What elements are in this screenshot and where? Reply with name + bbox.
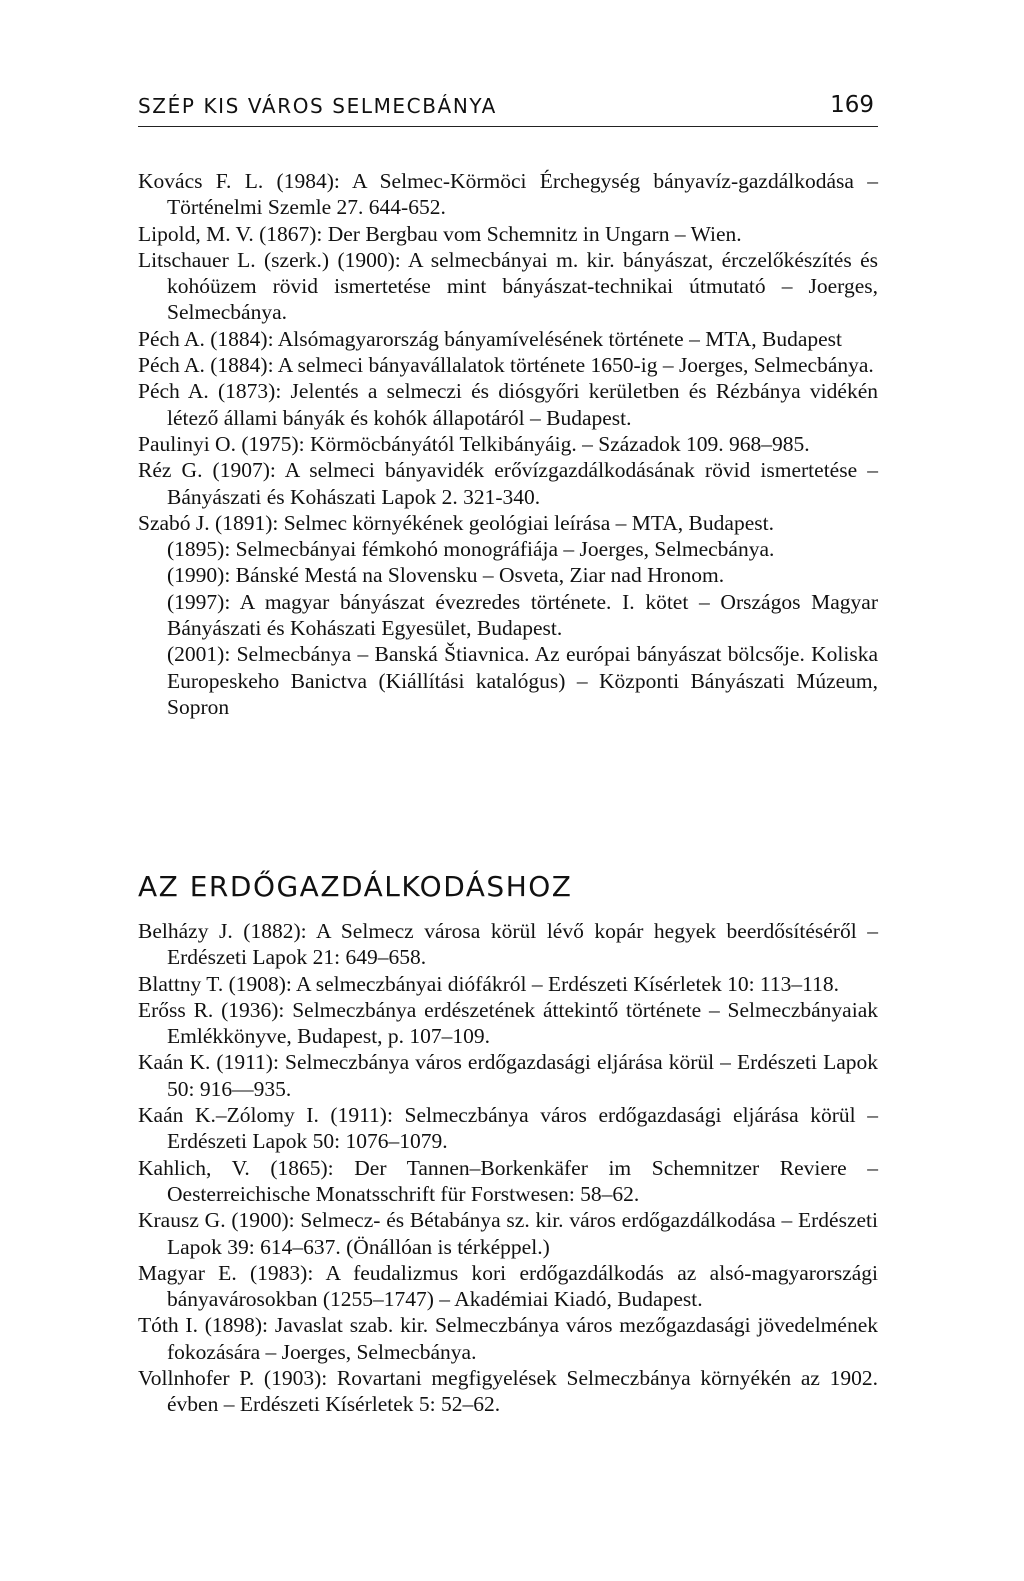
reference-entry: Szabó J. (1891): Selmec környékének geológiai leírása – MTA, Budapest.	[138, 510, 774, 535]
reference-entry: (1997): A magyar bányászat évezredes története. I. kötet – Országos Magyar Bányászati és Kohászati Egyesület, Budapest.	[167, 589, 878, 641]
reference-entry: (1990): Bánské Mestá na Slovensku – Osveta, Ziar nad Hronom.	[167, 563, 725, 588]
reference-entry: Kaán K. (1911): Selmeczbánya város erdőgazdasági eljárása körül – Erdészeti Lapok 50: 916—935.	[138, 1050, 878, 1101]
section-heading: AZ ERDŐGAZDÁLKODÁSHOZ	[138, 870, 573, 903]
reference-entry: Péch A. (1873): Jelentés a selmeczi és diósgyőri kerületben és Rézbánya vidékén létező állami bányák és kohók állapotáról – Budapest.	[138, 379, 878, 430]
running-head	[138, 92, 878, 128]
reference-entry: Krausz G. (1900): Selmecz- és Bétabánya sz. kir. város erdőgazdálkodása – Erdészeti Lapok 39: 614–637. (Önállóan is térképpel.)	[138, 1208, 878, 1259]
reference-entry: Péch A. (1884): Alsómagyarország bányamívelésének története – MTA, Budapest	[138, 326, 843, 351]
reference-entry: Belházy J. (1882): A Selmecz városa körül lévő kopár hegyek beerdősítéséről – Erdészeti Lapok 21: 649–658.	[138, 919, 878, 970]
reference-entry: Vollnhofer P. (1903): Rovartani megfigyelések Selmeczbánya környékén az 1902. évben – Erdészeti Kísérletek 5: 52–62.	[138, 1366, 878, 1417]
reference-entry: Kaán K.–Zólomy I. (1911): Selmeczbánya város erdőgazdasági eljárása körül – Erdészeti Lapok 50: 1076–1079.	[138, 1103, 878, 1154]
reference-entry: Tóth I. (1898): Javaslat szab. kir. Selmeczbánya város mezőgazdasági jövedelmének fokozására – Joerges, Selmecbánya.	[138, 1313, 878, 1364]
reference-entry: (1895): Selmecbányai fémkohó monográfiája – Joerges, Selmecbánya.	[167, 537, 775, 562]
reference-entry: Blattny T. (1908): A selmeczbányai diófákról – Erdészeti Kísérletek 10: 113–118.	[138, 971, 839, 996]
reference-entry: Kahlich, V. (1865): Der Tannen–Borkenkäfer im Schemnitzer Reviere – Oesterreichische Monatsschrift für Forstwesen: 58–62.	[138, 1155, 878, 1206]
reference-entry: Paulinyi O. (1975): Körmöcbányától Telkibányáig. – Századok 109. 968–985.	[138, 431, 810, 456]
reference-entry: Magyar E. (1983): A feudalizmus kori erdőgazdálkodás az alsó-magyarországi bányavárosokban (1255–1747) – Akadémiai Kiadó, Budapest.	[138, 1260, 878, 1312]
running-title: SZÉP KIS VÁROS SELMECBÁNYA	[138, 94, 497, 118]
reference-entry: Péch A. (1884): A selmeci bányavállalatok története 1650-ig – Joerges, Selmecbánya.	[138, 353, 874, 378]
reference-entry: Litschauer L. (szerk.) (1900): A selmecbányai m. kir. bányászat, érczelőkészítés és kohóüzem rövid ismertetése mint bányászat-technikai útmutató – Joerges, Selmecbánya.	[138, 247, 878, 325]
header-rule	[138, 126, 878, 127]
reference-entry: Erőss R. (1936): Selmeczbánya erdészetének áttekintő története – Selmeczbányaiak Emlékkönyve, Budapest, p. 107–109.	[138, 997, 878, 1049]
forestry-references-list	[138, 918, 878, 1418]
mining-references-list	[138, 168, 878, 720]
reference-entry: Kovács F. L. (1984): A Selmec-Körmöci Érchegység bányavíz-gazdálkodása – Történelmi Szemle 27. 644-652.	[138, 169, 878, 220]
page-number: 169	[830, 92, 874, 118]
reference-entry: Réz G. (1907): A selmeci bányavidék erővízgazdálkodásának rövid ismertetése – Bányászati és Kohászati Lapok 2. 321-340.	[138, 458, 878, 509]
reference-entry: (2001): Selmecbánya – Banská Štiavnica. Az európai bányászat bölcsője. Koliska Europeskeho Banictva (Kiállítási katalógus) – Központi Bányászati Múzeum, Sopron	[167, 642, 878, 719]
reference-entry: Lipold, M. V. (1867): Der Bergbau vom Schemnitz in Ungarn – Wien.	[138, 221, 742, 246]
